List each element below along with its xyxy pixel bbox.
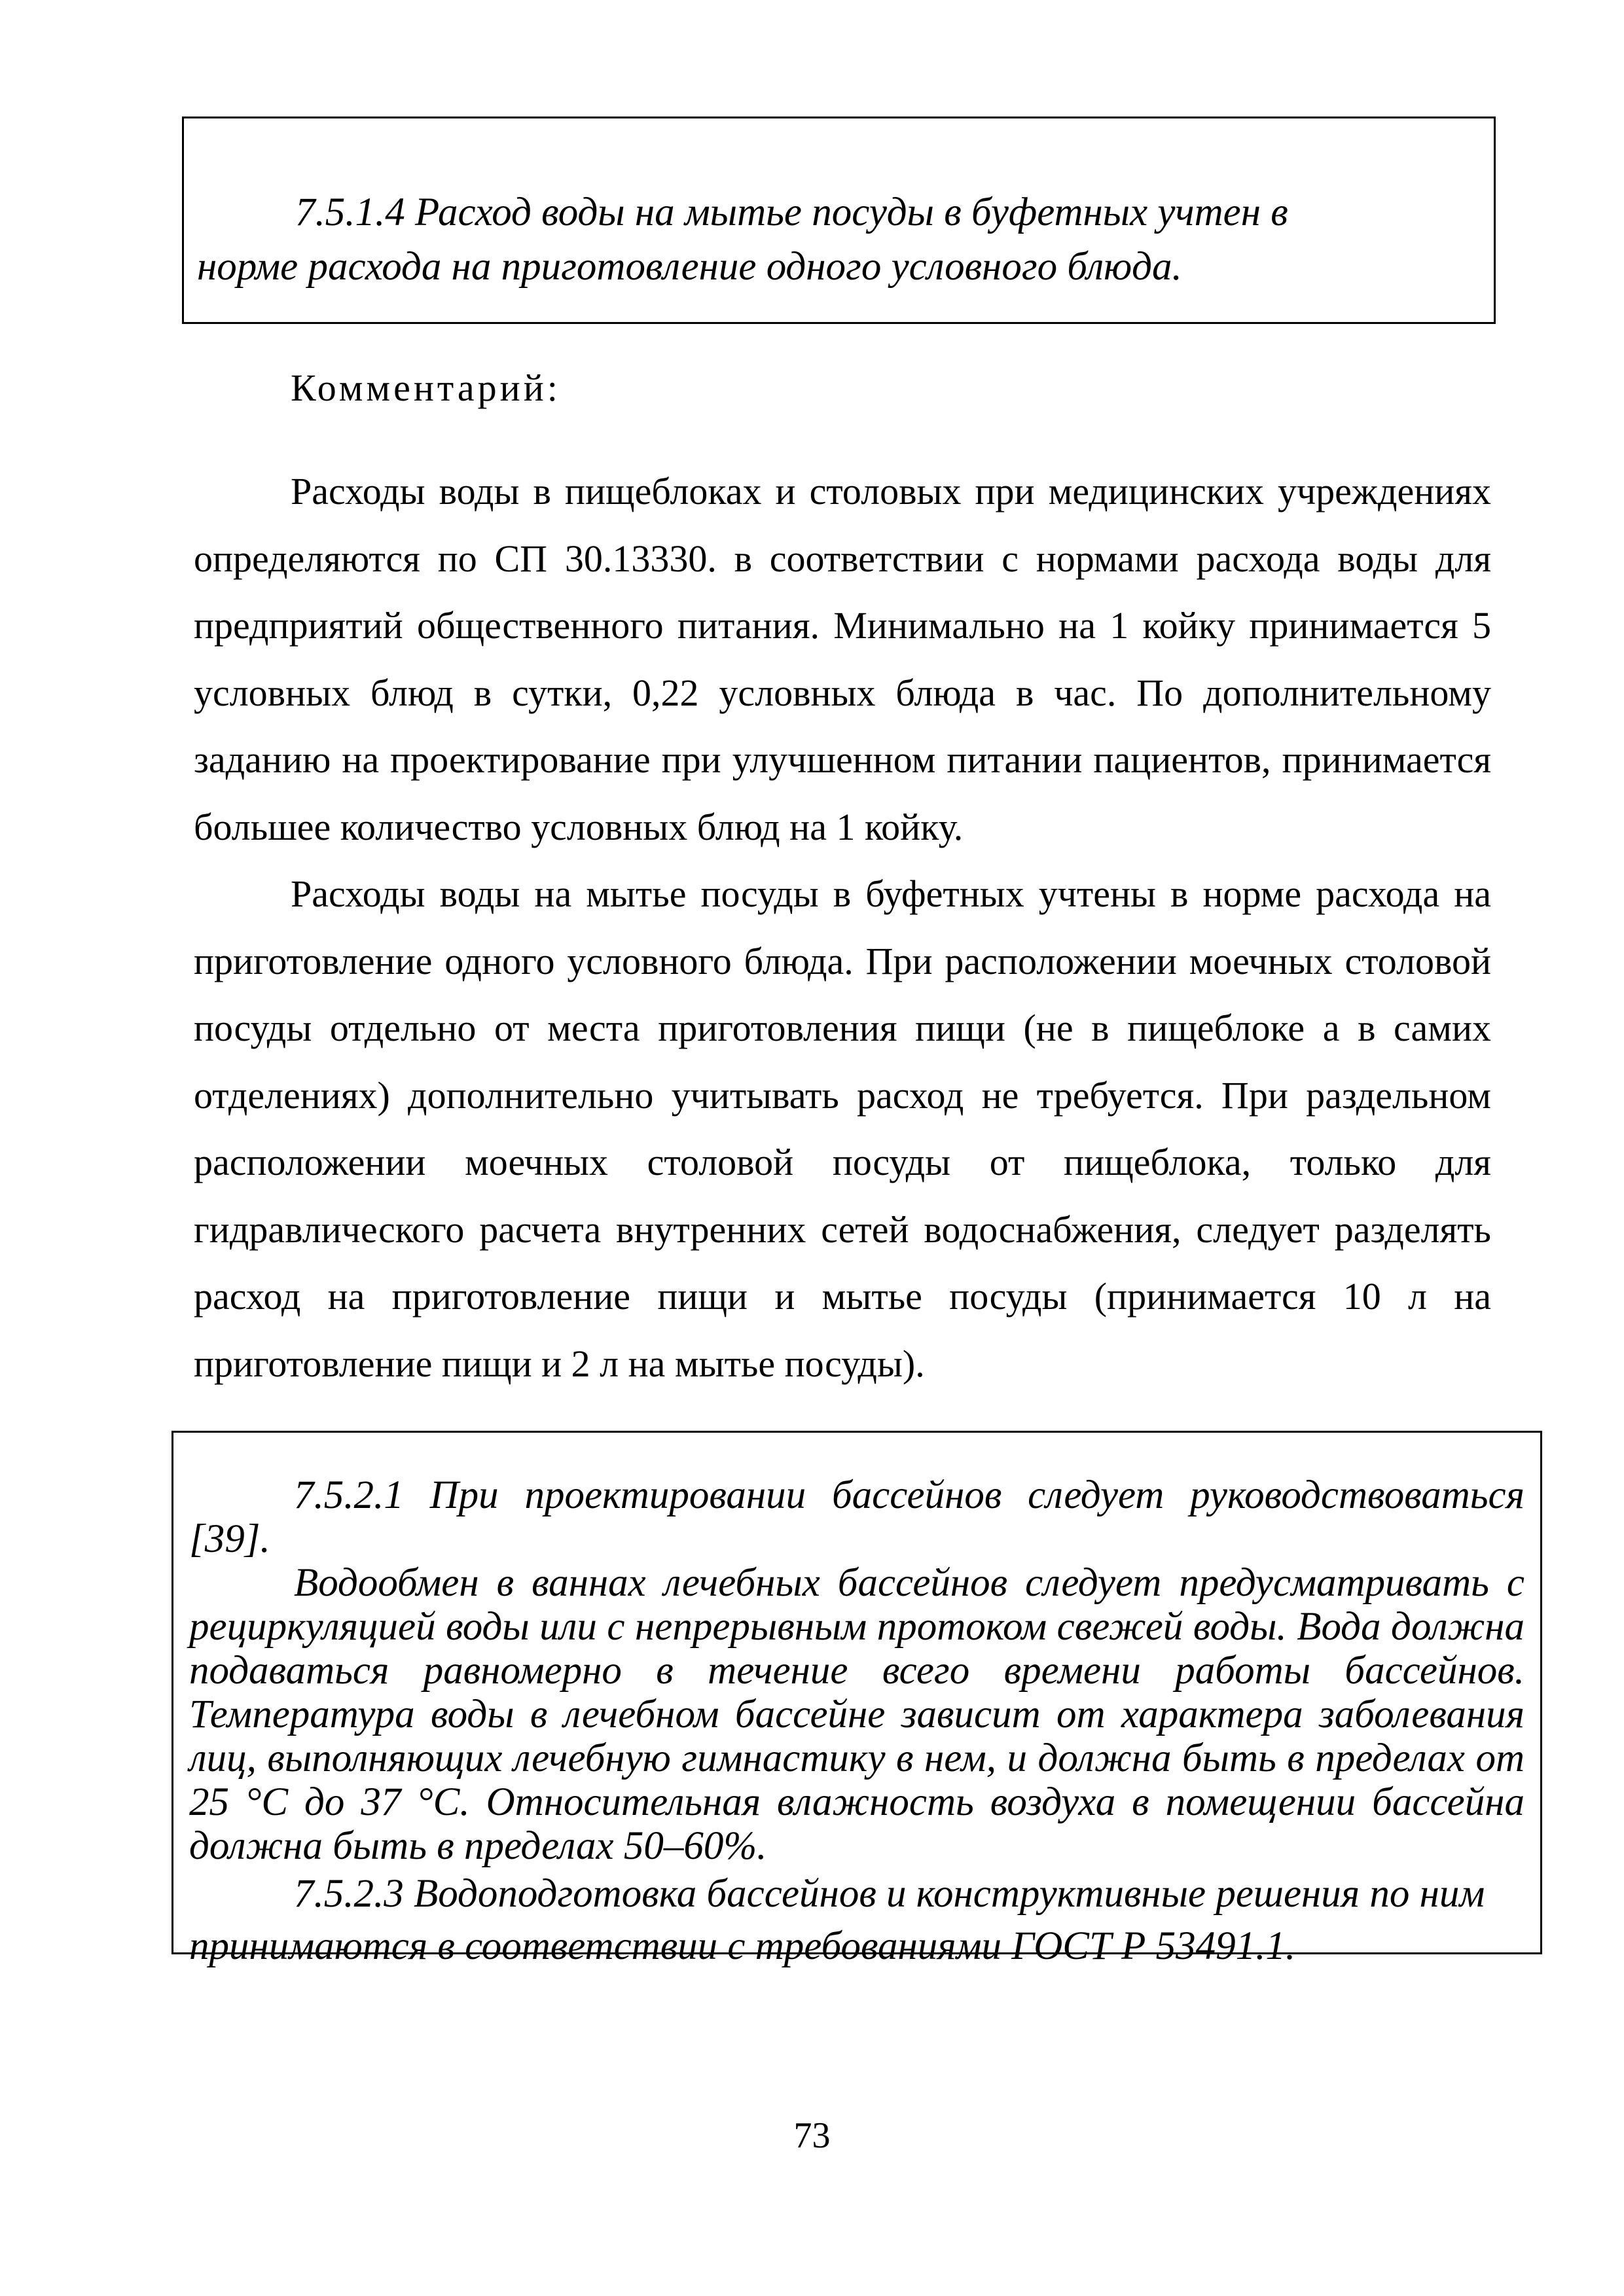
norm-clause-box-top [182,117,1496,324]
clause-7-5-2-3: 7.5.2.3 Водоподготовка бассейнов и конструктивные решения по ним принимаются в соответствии с требованиями ГОСТ Р 53491.1. [189,1872,1485,1968]
comment-paragraph: Расходы воды в пищеблоках и столовых при медицинских учреждениях определяются по СП 30.13330. в соответствии с нормами расхода воды для предприятий общественного питания. Минимально на 1 койку принимается 5 условных блюд в сутки, 0,22 условных блюда в час. По дополнительному заданию на проектирование при улучшенном питании пациентов, принимается большее количество условных блюд на 1 койку. [194,470,1491,848]
comment-paragraph: Расходы воды на мытье посуды в буфетных учтены в норме расхода на приготовление одного условного блюда. При расположении моечных столовой посуды отдельно от места приготовления пищи (не в пищеблоке а в самих отделениях) дополнительно учитывать расход не требуется. При раздельном расположении моечных столовой посуды от пищеблока, только для гидравлического расчета внутренних сетей водоснабжения, следует разделять расход на приготовление пищи и мытье посуды (принимается 10 л на приготовление пищи и 2 л на мытье посуды). [194,872,1491,1385]
clause-7-5-2-1: 7.5.2.1 При проектировании бассейнов следует руководствоваться [39]. [189,1473,1525,1561]
clause-water-exchange: Водообмен в ваннах лечебных бассейнов следует предусматривать с рециркуляцией воды или с непрерывным протоком свежей воды. Вода должна подаваться равномерно в течение всего времени работы бассейнов. Температура воды в лечебном бассейне зависит от характера заболевания лиц, выполняющих лечебную гимнастику в нем, и должна быть в пределах от 25 °С до 37 °С. Относительная влажность воздуха в помещении бассейна должна быть в пределах 50–60%. [189,1561,1525,1868]
page-number: 73 [793,2115,831,2156]
comment-body [194,458,1491,1397]
clause-7-5-1-4: 7.5.1.4 Расход воды на мытье посуды в буфетных учтен в норме расхода на приготовление одного условного блюда. [197,190,1288,289]
norm-clause-box-bottom [171,1431,1542,1968]
comment-heading: Комментарий: [291,367,561,409]
